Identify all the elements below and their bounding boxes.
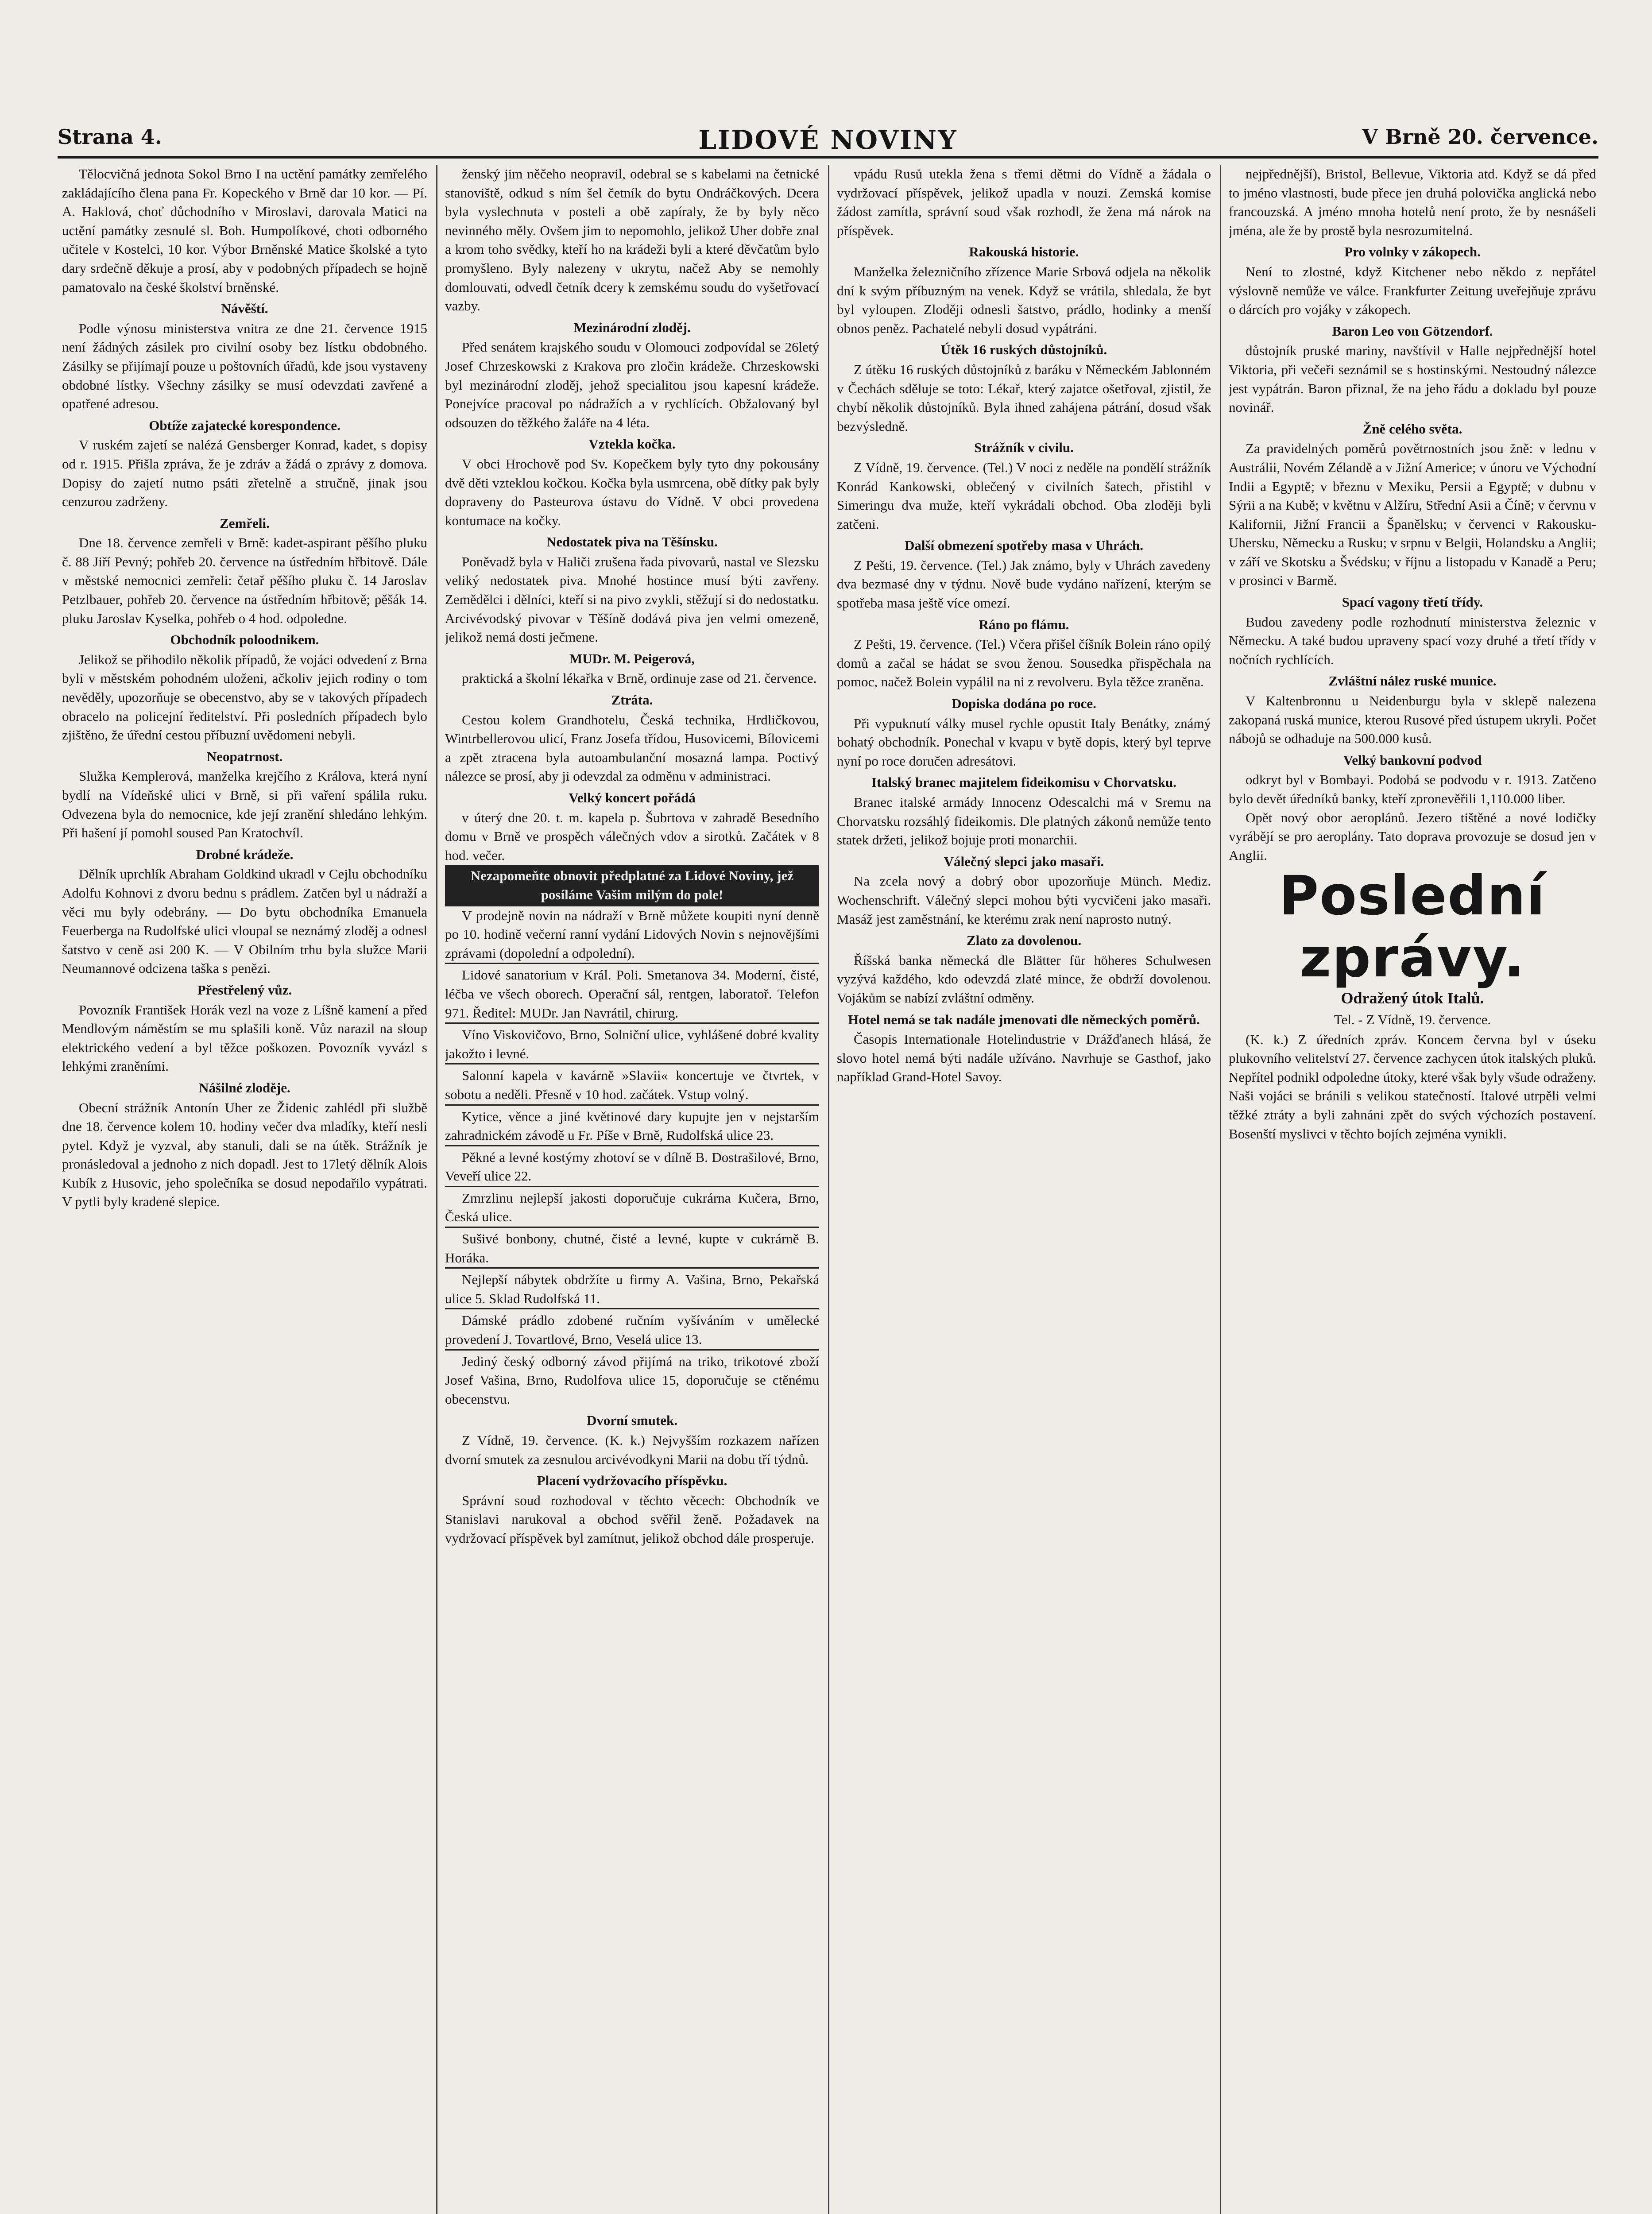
article-heading: Velký bankovní podvod <box>1343 752 1482 768</box>
article-heading: Zemřeli. <box>220 515 270 531</box>
article-paragraph: Není to zlostné, když Kitchener nebo někdo z nepřátel výslovně nemůže ve válce. Frankfurter Zeitung uveřejňuje zprávu o dárcích pro vojáky v zákopech. <box>1229 263 1596 317</box>
article-paragraph: odkryt byl v Bombayi. Podobá se podvodu v r. 1913. Zatčeno bylo devět úředníků banky, kteří zpronevěřili 1,110.000 liber. <box>1229 772 1596 806</box>
article-paragraph: Dělník uprchlík Abraham Goldkind ukradl v Cejlu obchodníku Adolfu Kohnovi z dvoru bednu s prádlem. Zatčen byl u nádraží a věci mu byly odebrány. — Do bytu obchodníka Emanuela Feuerberga na Rudolfské ulici vloupal se neznámý zloděj a odnesl šatstvo v ceně asi 200 K. — V Obilním trhu byla služce Marii Neumannové odcizena taška s penězi. <box>62 866 427 976</box>
advertisement: Nejlepší nábytek obdržíte u firmy A. Vašina, Brno, Pekařská ulice 5. Sklad Rudolfská 11. <box>445 1267 819 1308</box>
column-3 <box>837 165 1211 2214</box>
article-paragraph: Branec italské armády Innocenz Odescalchi má v Sremu na Chorvatsku rozsáhlý fideikomis. Dle platných zákonů nemůže tento statek držeti, jelikož bojuje proti monarchii. <box>837 794 1211 848</box>
article-paragraph: V Kaltenbronnu u Neidenburgu byla v sklepě nalezena zakopaná ruská munice, kterou Rusové před ústupem ukryli. Počet nábojů se odhaduje na 500.000 kusů. <box>1229 693 1596 747</box>
advertisement: Dámské prádlo zdobené ručním vyšíváním v umělecké provedení J. Tovartlové, Brno, Veselá ulice 13. <box>445 1308 819 1349</box>
section-subheading: Odražený útok Italů. <box>1341 989 1484 1007</box>
article-paragraph: Obecní strážník Antonín Uher ze Židenic zahlédl při službě dne 18. července kolem 10. hodiny večer dva mladíky, kteří nesli pytel. Když je vyzval, aby stanuli, dali se na útěk. Strážník je pronásledoval a jednoho z nich dopadl. Jest to 17letý dělník Alois Kubík z Husovic, jeho společníka se dosud nepodařilo vypátrati. V pytli byly kradené slepice. <box>62 1099 427 1210</box>
article-heading: Pro volnky v zákopech. <box>1344 244 1481 260</box>
article-heading: Nedostatek piva na Těšínsku. <box>546 534 718 550</box>
article-paragraph: Povozník František Horák vezl na voze z Líšně kamení a před Mendlovým náměstím se mu splašili koně. Vůz narazil na sloup elektrického vedení a byl těžce poškozen. Povozník vyvázl s lehkými zraněními. <box>62 1002 427 1074</box>
article-heading: Placení vydržovacího příspěvku. <box>537 1473 727 1489</box>
article-heading: Dvorní smutek. <box>587 1413 677 1428</box>
article-heading: Obtíže zajatecké korespondence. <box>149 417 340 433</box>
article-paragraph: V prodejně novin na nádraží v Brně můžete koupiti nyní denně po 10. hodině večerní ranní vydání Lidových Novin s nejnovějšími zprávami (dopolední a odpolední). <box>445 907 819 961</box>
column-divider-2 <box>828 165 829 2214</box>
article-paragraph: V ruském zajetí se nalézá Gensberger Konrad, kadet, s dopisy od r. 1915. Přišla zpráva, že je zdráv a žádá o zprávy z domova. Dopisy do zajetí nutno psáti zřetelně a stručně, jinak jsou cenzurou zadrženy. <box>62 437 427 510</box>
article-paragraph: Časopis Internationale Hotelindustrie v Drážďanech hlásá, že slovo hotel nemá býti nadále užíváno. Navrhuje se Gasthof, jako například Grand-Hotel Savoy. <box>837 1031 1211 1085</box>
advertisement: Lidové sanatorium v Král. Poli. Smetanova 34. Moderní, čisté, léčba ve všech oborech. Operační sál, rentgen, laboratoř. Telefon 971. Ředitel: MUDr. Jan Navrátil, chirurg. <box>445 963 819 1022</box>
article-paragraph: Poněvadž byla v Haliči zrušena řada pivovarů, nastal ve Slezsku veliký nedostatek piva. Mnohé hostince musí býti zavřeny. Zemědělci i dělníci, kteří si na pivo zvykli, stěžují si do nedostatku. Arcivévodský pivovar v Těšíně dodává piva jen velmi omezeně, jelikož nemá dosti ječmene. <box>445 554 819 645</box>
article-paragraph: Podle výnosu ministerstva vnitra ze dne 21. července 1915 není žádných zásilek pro civilní osoby bez lístku obdobného. Zásilky se přijímají pouze u poštovních úřadů, kde jsou vystaveny obdobné lístky. Všechny zásilky se musí odevzdati zavřené a opatřené adresou. <box>62 320 427 412</box>
date-line: V Brně 20. července. <box>1362 125 1598 149</box>
article-paragraph: Z útěku 16 ruských důstojníků z baráku v Německém Jablonném v Čechách sděluje se toto: Lékař, který zajatce ošetřoval, zjistil, že chybí několik důstojníků. Byla ihned zahájena pátrání, dosud však bezvýsledně. <box>837 361 1211 434</box>
section-title: Poslední zprávy. <box>1279 864 1546 990</box>
dateline: Tel. - Z Vídně, 19. července. <box>1334 1011 1491 1027</box>
column-divider-1 <box>436 165 437 2214</box>
article-heading: Drobné krádeže. <box>196 846 294 862</box>
article-heading: Neopatrnost. <box>206 748 283 764</box>
article-heading: Obchodník poloodnikem. <box>170 632 319 648</box>
article-paragraph: Služka Kemplerová, manželka krejčího z Králova, která nyní bydlí na Vídeňské ulici v Brně, si při vaření spálila ruku. Odvezena byla do nemocnice, kde její zranění shledáno lehkým. Při hašení jí pomohl soused Pan Kratochvíl. <box>62 768 427 841</box>
advertisement: Víno Viskovičovo, Brno, Solniční ulice, vyhlášené dobré kvality jakožto i levné. <box>445 1022 819 1063</box>
article-heading: Hotel nemá se tak nadále jmenovati dle německých poměrů. <box>848 1011 1200 1027</box>
article-heading: Přestřelený vůz. <box>197 982 292 998</box>
column-4 <box>1229 165 1596 2214</box>
article-heading: Návěští. <box>221 301 268 317</box>
article-paragraph: Jelikož se přihodilo několik případů, že vojáci odvedení z Brna byli v městském pohodném uloženi, ačkoliv jejich rodiny o tom nevěděly, upozorňuje se obecenstvo, aby se v takových případech obracelo na policejní ředitelství. Při posledních případech bylo zjištěno, že úřední cestou příbuzní uvědomeni nebyli. <box>62 651 427 743</box>
article-heading: Nášilné zloděje. <box>199 1080 290 1095</box>
article-paragraph: důstojník pruské mariny, navštívil v Halle nejpřednější hotel Viktoria, při večeři seznámil se s hostinskými. Nestoudný nálezce jest vypátrán. Baron přiznal, že na jeho řádu a dokladu byl pouze novinář. <box>1229 343 1596 415</box>
article-paragraph: Říšská banka německá dle Blätter für höheres Schulwesen vyzývá každého, kdo odevzdá zlaté mince, že obdrží dovolenou. Vojákům se nabízí zvláštní odměny. <box>837 952 1211 1006</box>
article-heading: Útěk 16 ruských důstojníků. <box>940 342 1107 358</box>
article-paragraph: nejpřednější), Bristol, Bellevue, Viktoria atd. Když se dá před to jméno vlastnosti, bude přece jen druhá polovička anglická nebo francouzská. A jméno mnoha hotelů není proto, že by nesnášeli jména, ale že by prostě byla nesrozumitelná. <box>1229 166 1596 238</box>
article-heading: Ráno po flámu. <box>979 616 1069 632</box>
article-heading: Dopiska dodána po roce. <box>952 696 1096 712</box>
advertisement: Kytice, věnce a jiné květinové dary kupujte jen v nejstarším zahradnickém závodě u Fr. Píše v Brně, Rudolfská ulice 23. <box>445 1104 819 1145</box>
column-2 <box>445 165 819 2214</box>
article-heading: Válečný slepci jako masaři. <box>944 853 1104 869</box>
article-heading: Italský branec majitelem fideikomisu v Chorvatsku. <box>871 774 1176 790</box>
article-paragraph: V obci Hrochově pod Sv. Kopečkem byly tyto dny pokousány dvě děti vzteklou kočkou. Kočka byla usmrcena, obě dítky pak byly dopraveny do Pasteurova ústavu do Vídně. V obci provedena kontumace na kočky. <box>445 456 819 528</box>
article-heading: Spací vagony třetí třídy. <box>1342 594 1483 610</box>
page-number: Strana 4. <box>58 125 162 149</box>
article-heading: Ztráta. <box>611 692 653 708</box>
article-paragraph: (K. k.) Z úředních zpráv. Koncem června byl v úseku plukovního velitelství 27. července zachycen útok italských pluků. Nepřítel podnikl odpoledne útoky, které však byly všude odraženy. Naši vojáci se bránili s velikou statečností. Italové utrpěli velmi těžké ztráty a byli zahnáni zpět do svých výchozích postavení. Bosenští myslivci v těchto bojích zejména vynikli. <box>1229 1031 1596 1142</box>
article-heading: MUDr. M. Peigerová, <box>569 650 695 666</box>
article-heading: Baron Leo von Götzendorf. <box>1332 323 1493 339</box>
notice-banner: Nezapomeňte obnovit předplatné za Lidové Noviny, jež posíláme Vašim milým do pole! <box>445 865 819 906</box>
article-paragraph: Z Pešti, 19. července. (Tel.) Jak známo, byly v Uhrách zavedeny dva bezmasé dny v týdnu. Nově bude vydáno nařízení, kterým se spotřeba masa ještě více omezí. <box>837 557 1211 611</box>
article-paragraph: Z Vídně, 19. července. (K. k.) Nejvyšším rozkazem nařízen dvorní smutek za zesnulou arcivévodkyni Marii na dobu tří týdnů. <box>445 1432 819 1467</box>
advertisement: Jediný český odborný závod přijímá na triko, trikotové zboží Josef Vašina, Brno, Rudolfova ulice 15, doporučuje se ctěnému obecenstvu. <box>445 1349 819 1409</box>
article-paragraph: Před senátem krajského soudu v Olomouci zodpovídal se 26letý Josef Chrzeskowski z Krakova pro zločin krádeže. Chrzeskowski byl mezinárodní zloděj, jehož specialitou jsou kapesní krádeže. Ponejvíce pracoval po nádražích a v rychlících. Obžalovaný byl odsouzen do těžkého žaláře na 4 léta. <box>445 339 819 430</box>
column-divider-3 <box>1220 165 1221 2214</box>
article-paragraph: Na zcela nový a dobrý obor upozorňuje Münch. Mediz. Wochenschrift. Válečný slepci mohou býti vycvičeni jako masaři. Masáž jest zaměstnání, ke kterému zrak není naprosto nutný. <box>837 873 1211 927</box>
article-heading: Zvláštní nález ruské munice. <box>1328 673 1497 689</box>
article-paragraph: Z Pešti, 19. července. (Tel.) Včera přišel číšník Bolein ráno opilý domů a začal se hádat se svou ženou. Sousedka přispěchala na pomoc, načež Bolein vypálil na ni z revolveru. Byla těžce zraněna. <box>837 636 1211 690</box>
advertisement: Sušivé bonbony, chutné, čisté a levné, kupte v cukrárně B. Horáka. <box>445 1227 819 1267</box>
article-heading: Rakouská historie. <box>969 244 1079 260</box>
article-paragraph: praktická a školní lékařka v Brně, ordinuje zase od 21. července. <box>462 670 817 686</box>
advertisement: Salonní kapela v kavárně »Slavii« koncertuje ve čtvrtek, v sobotu a neděli. Přesně v 10 hod. začátek. Vstup volný. <box>445 1063 819 1104</box>
article-paragraph: Cestou kolem Grandhotelu, Česká technika, Hrdličkovou, Wintrbellerovou ulicí, Franz Josefa třídou, Husovicemi, Bílovicemi a zpět ztracena byla autoambulanční mosazná lampa. Poctivý nálezce se prosí, aby ji odevzdal za odměnu v administraci. <box>445 712 819 784</box>
article-paragraph: v úterý dne 20. t. m. kapela p. Šubrtova v zahradě Besedního domu v Brně ve prospěch válečných vdov a sirotků. Začátek v 8 hod. večer. <box>445 809 819 863</box>
article-paragraph: Z Vídně, 19. července. (Tel.) V noci z neděle na pondělí strážník Konrád Kankowski, oblečený v civilních šatech, přistihl v Simeringu dva muže, kteří vykrádali obchod. Oba zloději byli zatčeni. <box>837 459 1211 532</box>
article-paragraph: Tělocvičná jednota Sokol Brno I na uctění památky zemřelého zakládajícího člena pana Fr. Kopeckého v Brně dar 10 kor. — Pí. A. Haklová, choť důchodního v Miroslavi, darovala Matici na uctění památky zesnulé sl. Boh. Humpolíkové, choti odborného učitele v Kostelci, 10 kor. Výbor Brněnské Matice školské a tyto dary srdečně děkuje a prosí, aby v podobných případech se hojně pamatovalo na české školství brněnské. <box>62 166 427 295</box>
article-heading: Další obmezení spotřeby masa v Uhrách. <box>904 538 1144 554</box>
article-heading: Mezinárodní zloděj. <box>573 319 691 335</box>
column-1 <box>62 165 427 2214</box>
article-heading: Velký koncert pořádá <box>569 790 696 805</box>
advertisement: Pěkné a levné kostýmy zhotoví se v dílně B. Dostrašilové, Brno, Veveří ulice 22. <box>445 1145 819 1186</box>
article-paragraph: Správní soud rozhodoval v těchto věcech: Obchodník ve Stanislavi narukoval a obchod svěřil ženě. Požadavek na vydržovací příspěvek byl zamítnut, jelikož obchod dále prosperuje. <box>445 1492 819 1546</box>
article-heading: Strážník v civilu. <box>974 440 1074 456</box>
article-paragraph: Za pravidelných poměrů povětrnostních jsou žně: v lednu v Austrálii, Novém Zélandě a v Jižní Americe; v únoru ve Východní Indii a Egyptě; v březnu v Mexiku, Persii a Egyptě; v dubnu v Sýrii a na Kubě; v květnu v Alžíru, Střední Asii a Číně; v červnu v Kalifornii, Jižní Francii a Španělsku; v červenci v Rakousku-Uhersku, Německu a Rusku; v srpnu v Belgii, Holandsku a Anglii; v září ve Skotsku a Švédsku; v říjnu a listopadu v Kanadě a Peru; v prosinci v Barmě. <box>1229 441 1596 588</box>
article-paragraph: Manželka železničního zřízence Marie Srbová odjela na několik dní k svým příbuzným na venek. Když se vrátila, shledala, že byt byl vyloupen. Zloději odnesli šatstvo, prádlo, hodinky a menší obnos peněz. Pachatelé nebyli dosud vypátráni. <box>837 263 1211 336</box>
header-rule <box>58 156 1598 159</box>
article-paragraph: Budou zavedeny podle rozhodnutí ministerstva železnic v Německu. A také budou upraveny spací vozy druhé a třetí třídy v nočních rychlících. <box>1229 614 1596 667</box>
article-paragraph: Dne 18. července zemřeli v Brně: kadet-aspirant pěšího pluku č. 88 Jiří Pevný; pohřeb 20. července na ústředním hřbitově. Dále v městské nemocnici zemřeli: četař pěšího pluku č. 14 Jaroslav Petzlbauer, pohřeb 20. července na ústředním hřbitově; pěšák 14. pluku Jaroslav Kyselka, pohřeb o 4 hod. odpoledne. <box>62 535 427 626</box>
advertisement: Zmrzlinu nejlepší jakosti doporučuje cukrárna Kučera, Brno, Česká ulice. <box>445 1186 819 1227</box>
article-paragraph: ženský jim něčeho neopravil, odebral se s kabelami na četnické stanoviště, odkud s ním šel četník do bytu Ondráčkových. Dcera byla vyslechnuta v posteli a obě zapíraly, že by byly něco nevinného měly. Ovšem jim to nepomohlo, jelikož Uher dobře znal a krom toho svědky, kteří ho na krádeži byli a které děvčatům bylo promyšleno. Byly nalezeny v ukrytu, načež Aby se nemohly domlouvati, odvedl četník dcery k zemskému soudu do vyšetřovací vazby. <box>445 166 819 314</box>
article-paragraph: vpádu Rusů utekla žena s třemi dětmi do Vídně a žádala o vydržovací příspěvek, jelikož upadla v nouzi. Zemská komise žádost zamítla, správní soud však rozhodl, že žena má nárok na příspěvek. <box>837 166 1211 238</box>
article-heading: Žně celého světa. <box>1362 421 1462 437</box>
article-paragraph: Opět nový obor aeroplánů. Jezero tištěné a nové lodičky vyrábějí se pro aeroplány. Tato doprava provozuje se dosud jen v Anglii. <box>1229 809 1596 863</box>
page-header <box>58 125 1598 160</box>
newspaper-title: LIDOVÉ NOVINY <box>698 125 958 155</box>
article-paragraph: Při vypuknutí války musel rychle opustit Italy Benátky, známý bohatý obchodník. Ponechal v kvapu v bytě dopis, který byl teprve nyní po roce doručen adresátovi. <box>837 715 1211 769</box>
article-heading: Zlato za dovolenou. <box>966 933 1082 948</box>
article-heading: Vztekla kočka. <box>588 436 676 452</box>
